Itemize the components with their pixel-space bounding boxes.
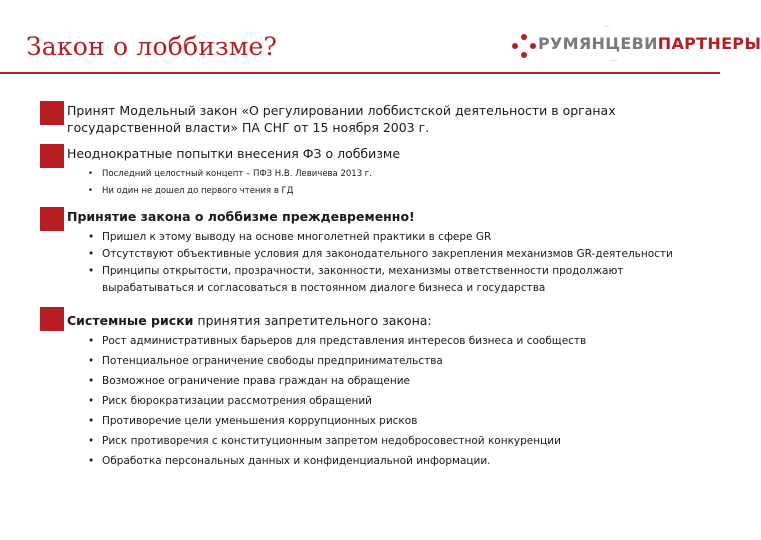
logo-tagline-bottom: ...	[610, 56, 618, 63]
section-2-text: Неоднократные попытки внесения ФЗ о лоббизме	[67, 146, 401, 161]
section-3-bullets	[88, 229, 708, 297]
section-1-text: Принят Модельный закон «О регулировании лоббистской деятельности в органах государственной власти» ПА СНГ от 15 ноября 2003 г.	[67, 103, 616, 135]
section-4-text-rest: принятия запретительного закона:	[193, 313, 432, 328]
list-item: • Пришел к этому выводу на основе многолетней практики в сфере GR	[88, 229, 708, 246]
logo-tagline-top: ...	[604, 22, 613, 29]
logo-wordmark-part1: РУМЯНЦЕВИ	[538, 34, 658, 53]
section-marker	[40, 101, 64, 125]
list-item: • Возможное ограничение права граждан на обращение	[88, 371, 708, 391]
list-item: • Риск противоречия с конституционным запретом недобросовестной конкуренции	[88, 431, 708, 451]
section-marker	[40, 144, 64, 168]
list-item: • Ни один не дошел до первого чтения в ГД	[88, 183, 708, 200]
list-item: • Отсутствуют объективные условия для законодательного закрепления механизмов GR-деятельности	[88, 246, 708, 263]
logo-dots-icon	[512, 34, 536, 58]
list-item: • Последний целостный концепт – ПФЗ Н.В. Левичева 2013 г.	[88, 166, 708, 183]
list-item: • Риск бюрократизации рассмотрения обращений	[88, 391, 708, 411]
section-4-bullets	[88, 331, 708, 471]
logo-wordmark	[538, 34, 761, 53]
section-4-text	[67, 312, 697, 329]
section-marker	[40, 207, 64, 231]
company-logo	[512, 22, 761, 66]
section-4-text-bold: Системные риски	[67, 313, 194, 328]
section-marker	[40, 307, 64, 331]
list-item: • Противоречие цели уменьшения коррупционных рисков	[88, 411, 708, 431]
page-title: Закон о лоббизме?	[26, 32, 278, 61]
list-item: • Потенциальное ограничение свободы предпринимательства	[88, 351, 708, 371]
logo-wordmark-part2: ПАРТНЕРЫ	[657, 34, 761, 53]
section-2-bullets	[88, 166, 708, 200]
list-item: • Принципы открытости, прозрачности, законности, механизмы ответственности продолжают вырабатываться и согласоваться в постоянном диалоге бизнеса и государства	[88, 263, 708, 297]
section-3-text: Принятие закона о лоббизме преждевременно!	[67, 209, 415, 224]
list-item: • Рост административных барьеров для представления интересов бизнеса и сообществ	[88, 331, 708, 351]
title-rule	[0, 72, 720, 74]
list-item: • Обработка персональных данных и конфиденциальной информации.	[88, 451, 708, 471]
